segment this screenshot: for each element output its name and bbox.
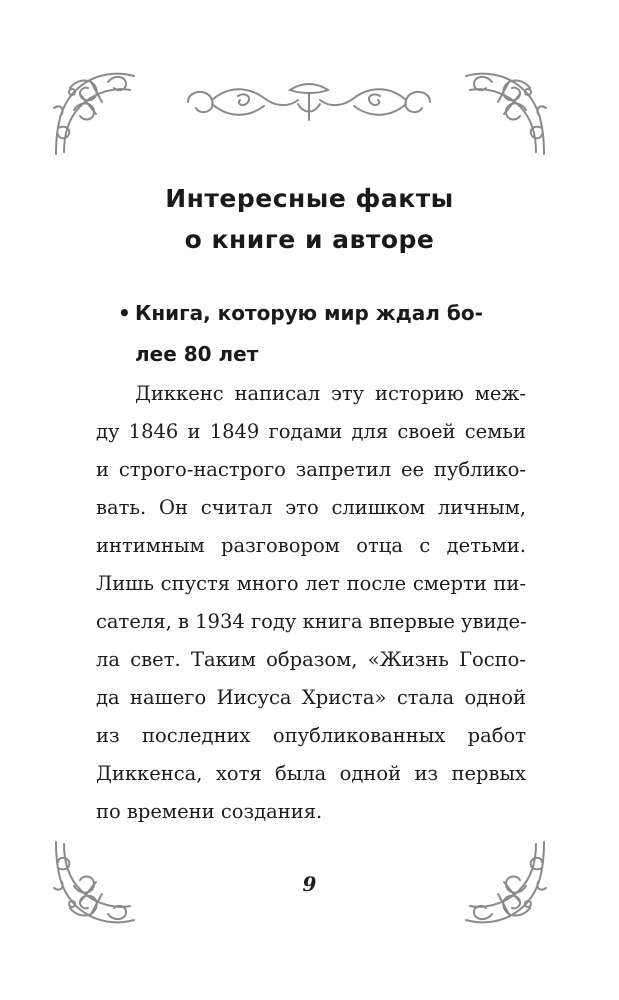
corner-ornament-top-right-icon bbox=[462, 68, 550, 158]
header-ornament-icon bbox=[178, 80, 440, 124]
subheading-text: Книга, которую мир ждал бо- bbox=[135, 301, 483, 325]
paragraph-line: из последних опубликованных работ bbox=[96, 724, 526, 747]
paragraph-line: ду 1846 и 1849 годами для своей семьи bbox=[96, 420, 526, 443]
paragraph-line: по времени создания. bbox=[96, 800, 323, 823]
paragraph-line: и строго-настрого запретил ее публико- bbox=[96, 458, 526, 481]
corner-ornament-top-left-icon bbox=[50, 68, 138, 158]
paragraph-line: сателя, в 1934 году книга впервые увиде- bbox=[96, 610, 527, 633]
page-number: 9 bbox=[302, 872, 317, 896]
paragraph-line: вать. Он считал это слишком личным, bbox=[96, 496, 526, 519]
subheading-line-1 bbox=[118, 301, 488, 325]
paragraph-line: Лишь спустя много лет после смерти пи- bbox=[96, 572, 526, 595]
paragraph-line: да нашего Иисуса Христа» стала одной bbox=[96, 686, 526, 709]
bullet-icon: • bbox=[118, 301, 131, 325]
page-title-line-2: о книге и авторе bbox=[184, 225, 435, 254]
paragraph-line: Диккенса, хотя была одной из первых bbox=[96, 762, 526, 785]
page-title-line-1: Интересные факты bbox=[165, 184, 454, 213]
paragraph-line: ла свет. Таким образом, «Жизнь Госпо- bbox=[96, 648, 526, 671]
subheading-line-2: лее 80 лет bbox=[135, 342, 259, 366]
paragraph-line: интимным разговором отца с детьми. bbox=[96, 534, 526, 557]
paragraph-line: Диккенс написал эту историю меж- bbox=[135, 382, 526, 405]
